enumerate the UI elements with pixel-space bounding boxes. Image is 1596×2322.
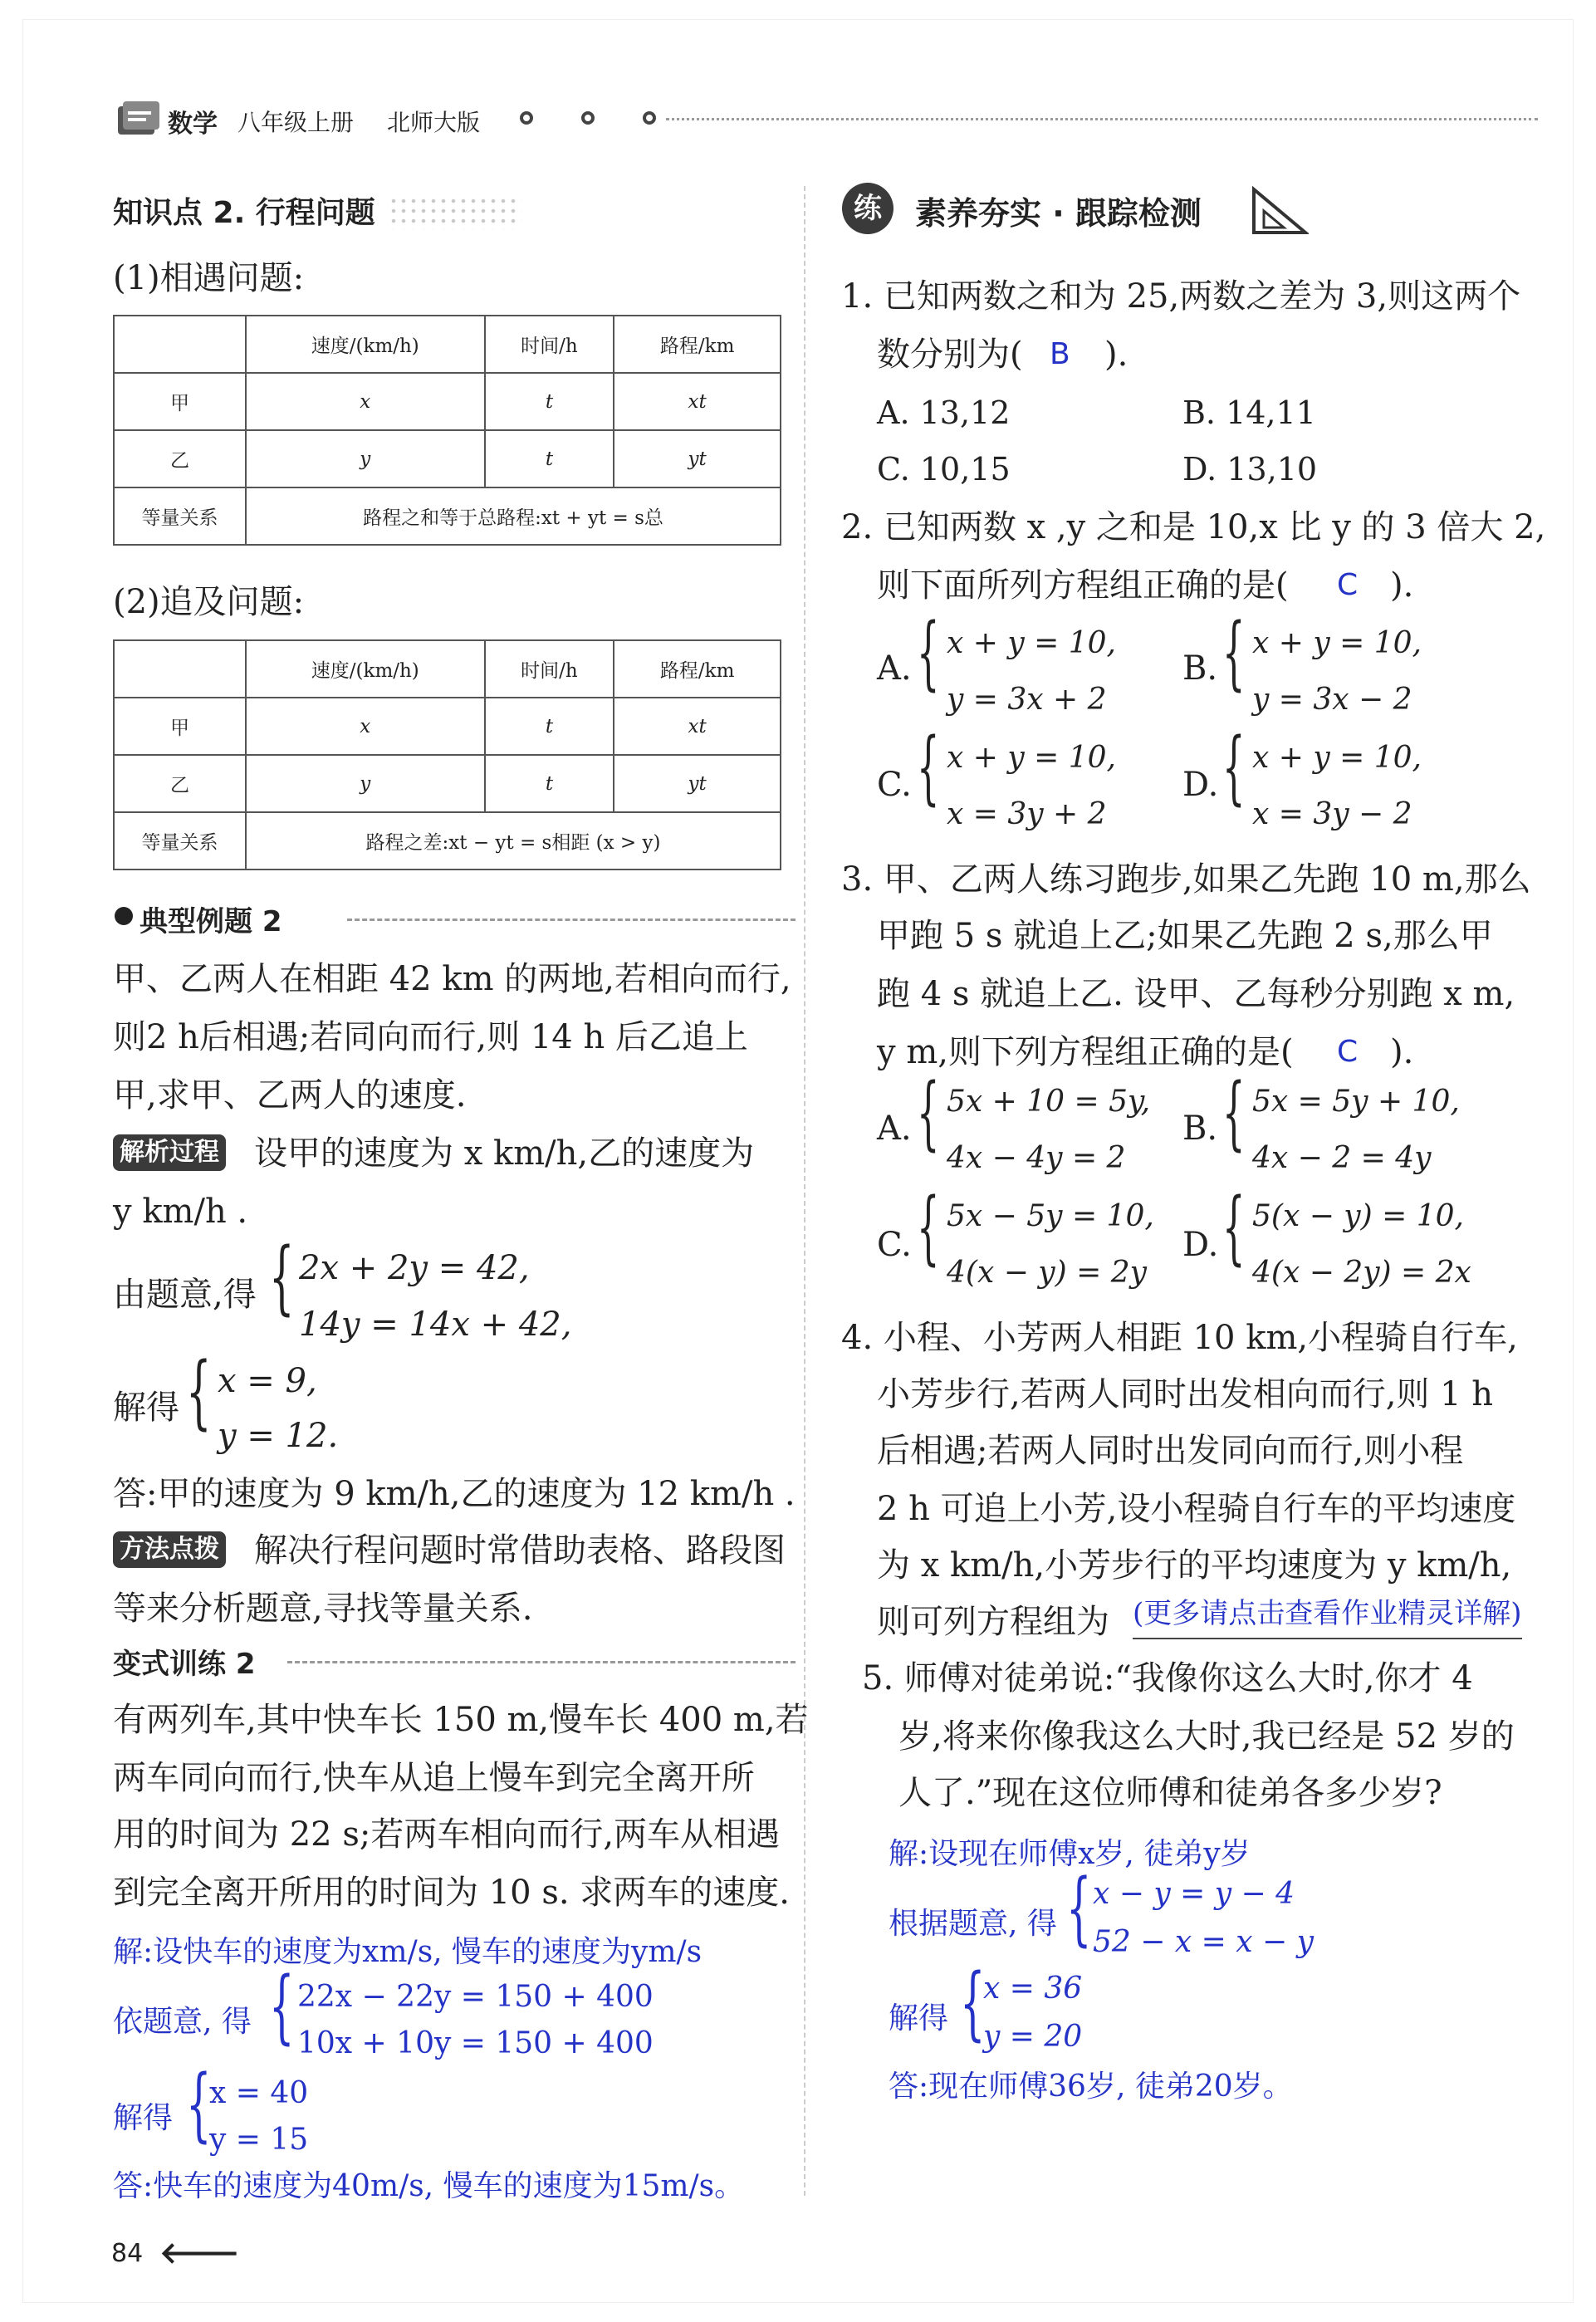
example-text-line: 则2 h后相遇;若同向而行,则 14 h 后乙追上 <box>113 1018 748 1056</box>
table-cell: 甲 <box>114 698 246 755</box>
table-cell: 乙 <box>114 430 246 487</box>
table-cell: x <box>246 698 485 755</box>
system-prefix: 由题意,得 <box>113 1276 257 1314</box>
brace-icon: { <box>1222 606 1246 699</box>
question-line: 跑 4 s 就追上乙. 设甲、乙每秒分别跑 x m, <box>877 975 1515 1013</box>
table-header-cell: 速度/(km/h) <box>246 316 485 373</box>
question-line: 为 x km/h,小芳步行的平均速度为 y km/h, <box>877 1546 1512 1585</box>
question-end: ). <box>1390 566 1414 605</box>
solution-equation: 10x + 10y = 150 + 400 <box>297 2026 654 2060</box>
option-equation: x + y = 10, <box>947 626 1116 660</box>
chase-label: (2)追及问题: <box>113 583 305 621</box>
table-cell: 等量关系 <box>114 487 246 545</box>
solution-prefix: 依题意, 得 <box>113 2005 252 2039</box>
equation: y = 12. <box>218 1417 339 1455</box>
question-line: 2 h 可追上小芳,设小程骑自行车的平均速度 <box>877 1490 1516 1528</box>
option-equation: 4(x − 2y) = 2x <box>1252 1256 1471 1290</box>
brace-icon: { <box>1222 1066 1246 1159</box>
option-equation: 5x + 10 = 5y, <box>947 1085 1151 1119</box>
question-line: 2. 已知两数 x ,y 之和是 10,x 比 y 的 3 倍大 2, <box>841 508 1546 546</box>
solution-answer: 答:现在师傅36岁, 徒弟20岁。 <box>889 2070 1293 2104</box>
brace-icon: { <box>1066 1862 1092 1955</box>
brace-icon: { <box>917 606 940 699</box>
variant-rule <box>287 1661 796 1663</box>
solution-equation: x − y = y − 4 <box>1093 1877 1295 1911</box>
question-line: 后相遇;若两人同时出发同向而行,则小程 <box>877 1432 1464 1470</box>
header-dotted-rule <box>666 118 1538 120</box>
question-line: 小芳步行,若两人同时出发相向而行,则 1 h <box>877 1375 1494 1413</box>
option-equation: 5x = 5y + 10, <box>1252 1085 1460 1119</box>
header-edition: 北师大版 <box>387 109 481 136</box>
option-equation: 4x − 2 = 4y <box>1252 1141 1432 1175</box>
practice-badge: 练 <box>842 183 893 234</box>
question-line: 5. 师傅对徒弟说:“我像你这么大时,你才 4 <box>862 1659 1473 1697</box>
table-cell: 甲 <box>114 373 246 430</box>
question-line: 数分别为( <box>877 336 1023 374</box>
brace-icon: { <box>186 1345 212 1438</box>
table-cell: t <box>485 755 614 812</box>
solution-equation: 52 − x = x − y <box>1093 1925 1314 1959</box>
method-tag: 方法点拨 <box>113 1531 226 1568</box>
solution-equation: y = 15 <box>209 2123 309 2157</box>
chase-table <box>113 639 781 870</box>
answer-choice: C <box>1337 1035 1359 1069</box>
brace-icon: { <box>917 721 940 814</box>
solution-equation: 22x − 22y = 150 + 400 <box>297 1980 654 2014</box>
example-rule <box>347 919 796 921</box>
solution-line: 解:设快车的速度为xm/s, 慢车的速度为ym/s <box>113 1935 703 1969</box>
book-icon <box>115 95 164 141</box>
option: D. 13,10 <box>1182 451 1318 487</box>
table-relation-cell: 路程之差:xt − yt = s相距 (x > y) <box>246 812 781 870</box>
option-equation: x + y = 10, <box>1252 626 1422 660</box>
bullet-dot-icon <box>115 907 133 925</box>
arrow-left-icon: 🡐 <box>159 2236 240 2271</box>
solution-line: 解:设现在师傅x岁, 徒弟y岁 <box>889 1837 1251 1871</box>
option-label: B. <box>1182 1110 1218 1148</box>
table-cell: xt <box>614 373 781 430</box>
brace-icon: { <box>269 1231 295 1324</box>
example-title: 典型例题 2 <box>140 905 282 938</box>
variant-text-line: 用的时间为 22 s;若两车相向而行,两车从相遇 <box>113 1815 781 1854</box>
brace-icon: { <box>269 1960 295 2053</box>
table-header-cell: 路程/km <box>614 640 781 698</box>
section-title: 素养夯实 · 跟踪检测 <box>915 195 1202 232</box>
table-cell: 乙 <box>114 755 246 812</box>
table-cell: xt <box>614 698 781 755</box>
example-answer: 答:甲的速度为 9 km/h,乙的速度为 12 km/h . <box>113 1475 796 1513</box>
option-equation: y = 3x + 2 <box>947 683 1107 717</box>
question-line: 1. 已知两数之和为 25,两数之差为 3,则这两个 <box>841 277 1521 316</box>
table-cell: y <box>246 755 485 812</box>
question-end: ). <box>1104 336 1128 374</box>
solution-prefix: 解得 <box>113 2101 174 2135</box>
table-cell: t <box>485 430 614 487</box>
solution-equation: x = 40 <box>209 2076 309 2110</box>
answer-choice: C <box>1337 568 1359 602</box>
table-cell: x <box>246 373 485 430</box>
example-text-line: 甲,求甲、乙两人的速度. <box>113 1076 467 1114</box>
page <box>23 20 1573 2302</box>
equation: 14y = 14x + 42, <box>299 1306 572 1344</box>
example-text-line: 甲、乙两人在相距 42 km 的两地,若相向而行, <box>113 960 791 998</box>
option-label: C. <box>877 1226 912 1264</box>
option-equation: x = 3y − 2 <box>1252 797 1412 831</box>
method-line: 解决行程问题时常借助表格、路段图 <box>254 1531 786 1570</box>
brace-icon: { <box>1222 721 1246 814</box>
option-equation: x = 3y + 2 <box>947 797 1107 831</box>
variant-text-line: 到完全离开所用的时间为 10 s. 求两车的速度. <box>113 1874 790 1912</box>
meet-label: (1)相遇问题: <box>113 259 305 297</box>
table-header-cell: 路程/km <box>614 316 781 373</box>
table-header-cell <box>114 640 246 698</box>
option-label: D. <box>1182 766 1219 804</box>
answer-choice: B <box>1050 337 1070 371</box>
option-label: B. <box>1182 649 1218 688</box>
question-line: 岁,将来你像我这么大时,我已经是 52 岁的 <box>898 1717 1515 1756</box>
option-label: D. <box>1182 1226 1219 1264</box>
option-label: A. <box>877 1110 912 1148</box>
header-grade: 八年级上册 <box>237 109 355 136</box>
table-cell: yt <box>614 430 781 487</box>
analysis-row <box>113 1134 226 1171</box>
option: B. 14,11 <box>1182 394 1316 431</box>
table-header-cell: 速度/(km/h) <box>246 640 485 698</box>
header-dot-icon <box>643 111 656 125</box>
brace-icon: { <box>917 1066 940 1159</box>
option-equation: x + y = 10, <box>947 741 1116 775</box>
option-equation: 4(x − y) = 2y <box>947 1256 1147 1290</box>
solution-prefix: 解得 <box>889 2001 949 2035</box>
header-dot-icon <box>581 111 595 125</box>
solution-equation: x = 36 <box>983 1972 1083 2006</box>
page-number: 84 <box>111 2239 144 2268</box>
knowledge-point-title: 知识点 2. 行程问题 <box>113 196 375 230</box>
option-equation: 5(x − y) = 10, <box>1252 1199 1464 1233</box>
equation: x = 9, <box>218 1362 317 1400</box>
variant-text-line: 两车同向而行,快车从追上慢车到完全离开所 <box>113 1759 755 1797</box>
option: A. 13,12 <box>877 394 1011 431</box>
system-prefix: 解得 <box>113 1389 179 1427</box>
solution-equation: y = 20 <box>983 2020 1083 2054</box>
variant-title: 变式训练 2 <box>113 1648 256 1681</box>
question-line: y m,则下列方程组正确的是( <box>877 1033 1294 1071</box>
option: C. 10,15 <box>877 451 1011 487</box>
option-label: A. <box>877 649 912 688</box>
option-label: C. <box>877 766 912 804</box>
method-row <box>113 1531 226 1568</box>
column-divider <box>804 186 805 2196</box>
option-equation: 5x − 5y = 10, <box>947 1199 1154 1233</box>
solution-answer: 答:快车的速度为40m/s, 慢车的速度为15m/s。 <box>113 2169 745 2203</box>
header-dot-icon <box>520 111 533 125</box>
variant-text-line: 有两列车,其中快车长 150 m,慢车长 400 m,若 <box>113 1701 809 1739</box>
title-dot-pattern <box>389 196 521 229</box>
analysis-line: 设甲的速度为 x km/h,乙的速度为 <box>254 1134 755 1173</box>
method-line: 等来分析题意,寻找等量关系. <box>113 1590 533 1628</box>
triangle-ruler-icon <box>1251 186 1309 236</box>
question-line: 则可列方程组为 <box>877 1603 1109 1641</box>
analysis-line: y km/h . <box>113 1193 248 1231</box>
table-header-cell: 时间/h <box>485 316 614 373</box>
option-equation: x + y = 10, <box>1252 741 1422 775</box>
table-cell: t <box>485 373 614 430</box>
table-cell: y <box>246 430 485 487</box>
solution-prefix: 根据题意, 得 <box>889 1907 1057 1941</box>
table-relation-cell: 路程之和等于总路程:xt + yt = s总 <box>246 487 781 545</box>
option-equation: y = 3x − 2 <box>1252 683 1412 717</box>
question-line: 则下面所列方程组正确的是( <box>877 566 1289 605</box>
brace-icon: { <box>186 2058 212 2151</box>
equation: 2x + 2y = 42, <box>299 1249 530 1287</box>
option-equation: 4x − 4y = 2 <box>947 1141 1126 1175</box>
question-line: 4. 小程、小芳两人相距 10 km,小程骑自行车, <box>841 1319 1518 1357</box>
table-cell: yt <box>614 755 781 812</box>
table-cell: 等量关系 <box>114 812 246 870</box>
analysis-tag: 解析过程 <box>113 1134 226 1171</box>
brace-icon: { <box>1222 1181 1246 1274</box>
question-end: ). <box>1390 1033 1414 1071</box>
brace-icon: { <box>917 1181 940 1274</box>
detail-link[interactable]: (更多请点击查看作业精灵详解) <box>1133 1590 1522 1639</box>
header-subject: 数学 <box>168 110 218 139</box>
brace-icon: { <box>960 1957 986 2050</box>
meet-table <box>113 315 781 546</box>
table-cell: t <box>485 698 614 755</box>
table-header-cell <box>114 316 246 373</box>
question-line: 甲跑 5 s 就追上乙;如果乙先跑 2 s,那么甲 <box>877 917 1493 955</box>
question-line: 人了.”现在这位师傅和徒弟各多少岁? <box>898 1774 1442 1812</box>
question-line: 3. 甲、乙两人练习跑步,如果乙先跑 10 m,那么 <box>841 860 1531 899</box>
table-header-cell: 时间/h <box>485 640 614 698</box>
